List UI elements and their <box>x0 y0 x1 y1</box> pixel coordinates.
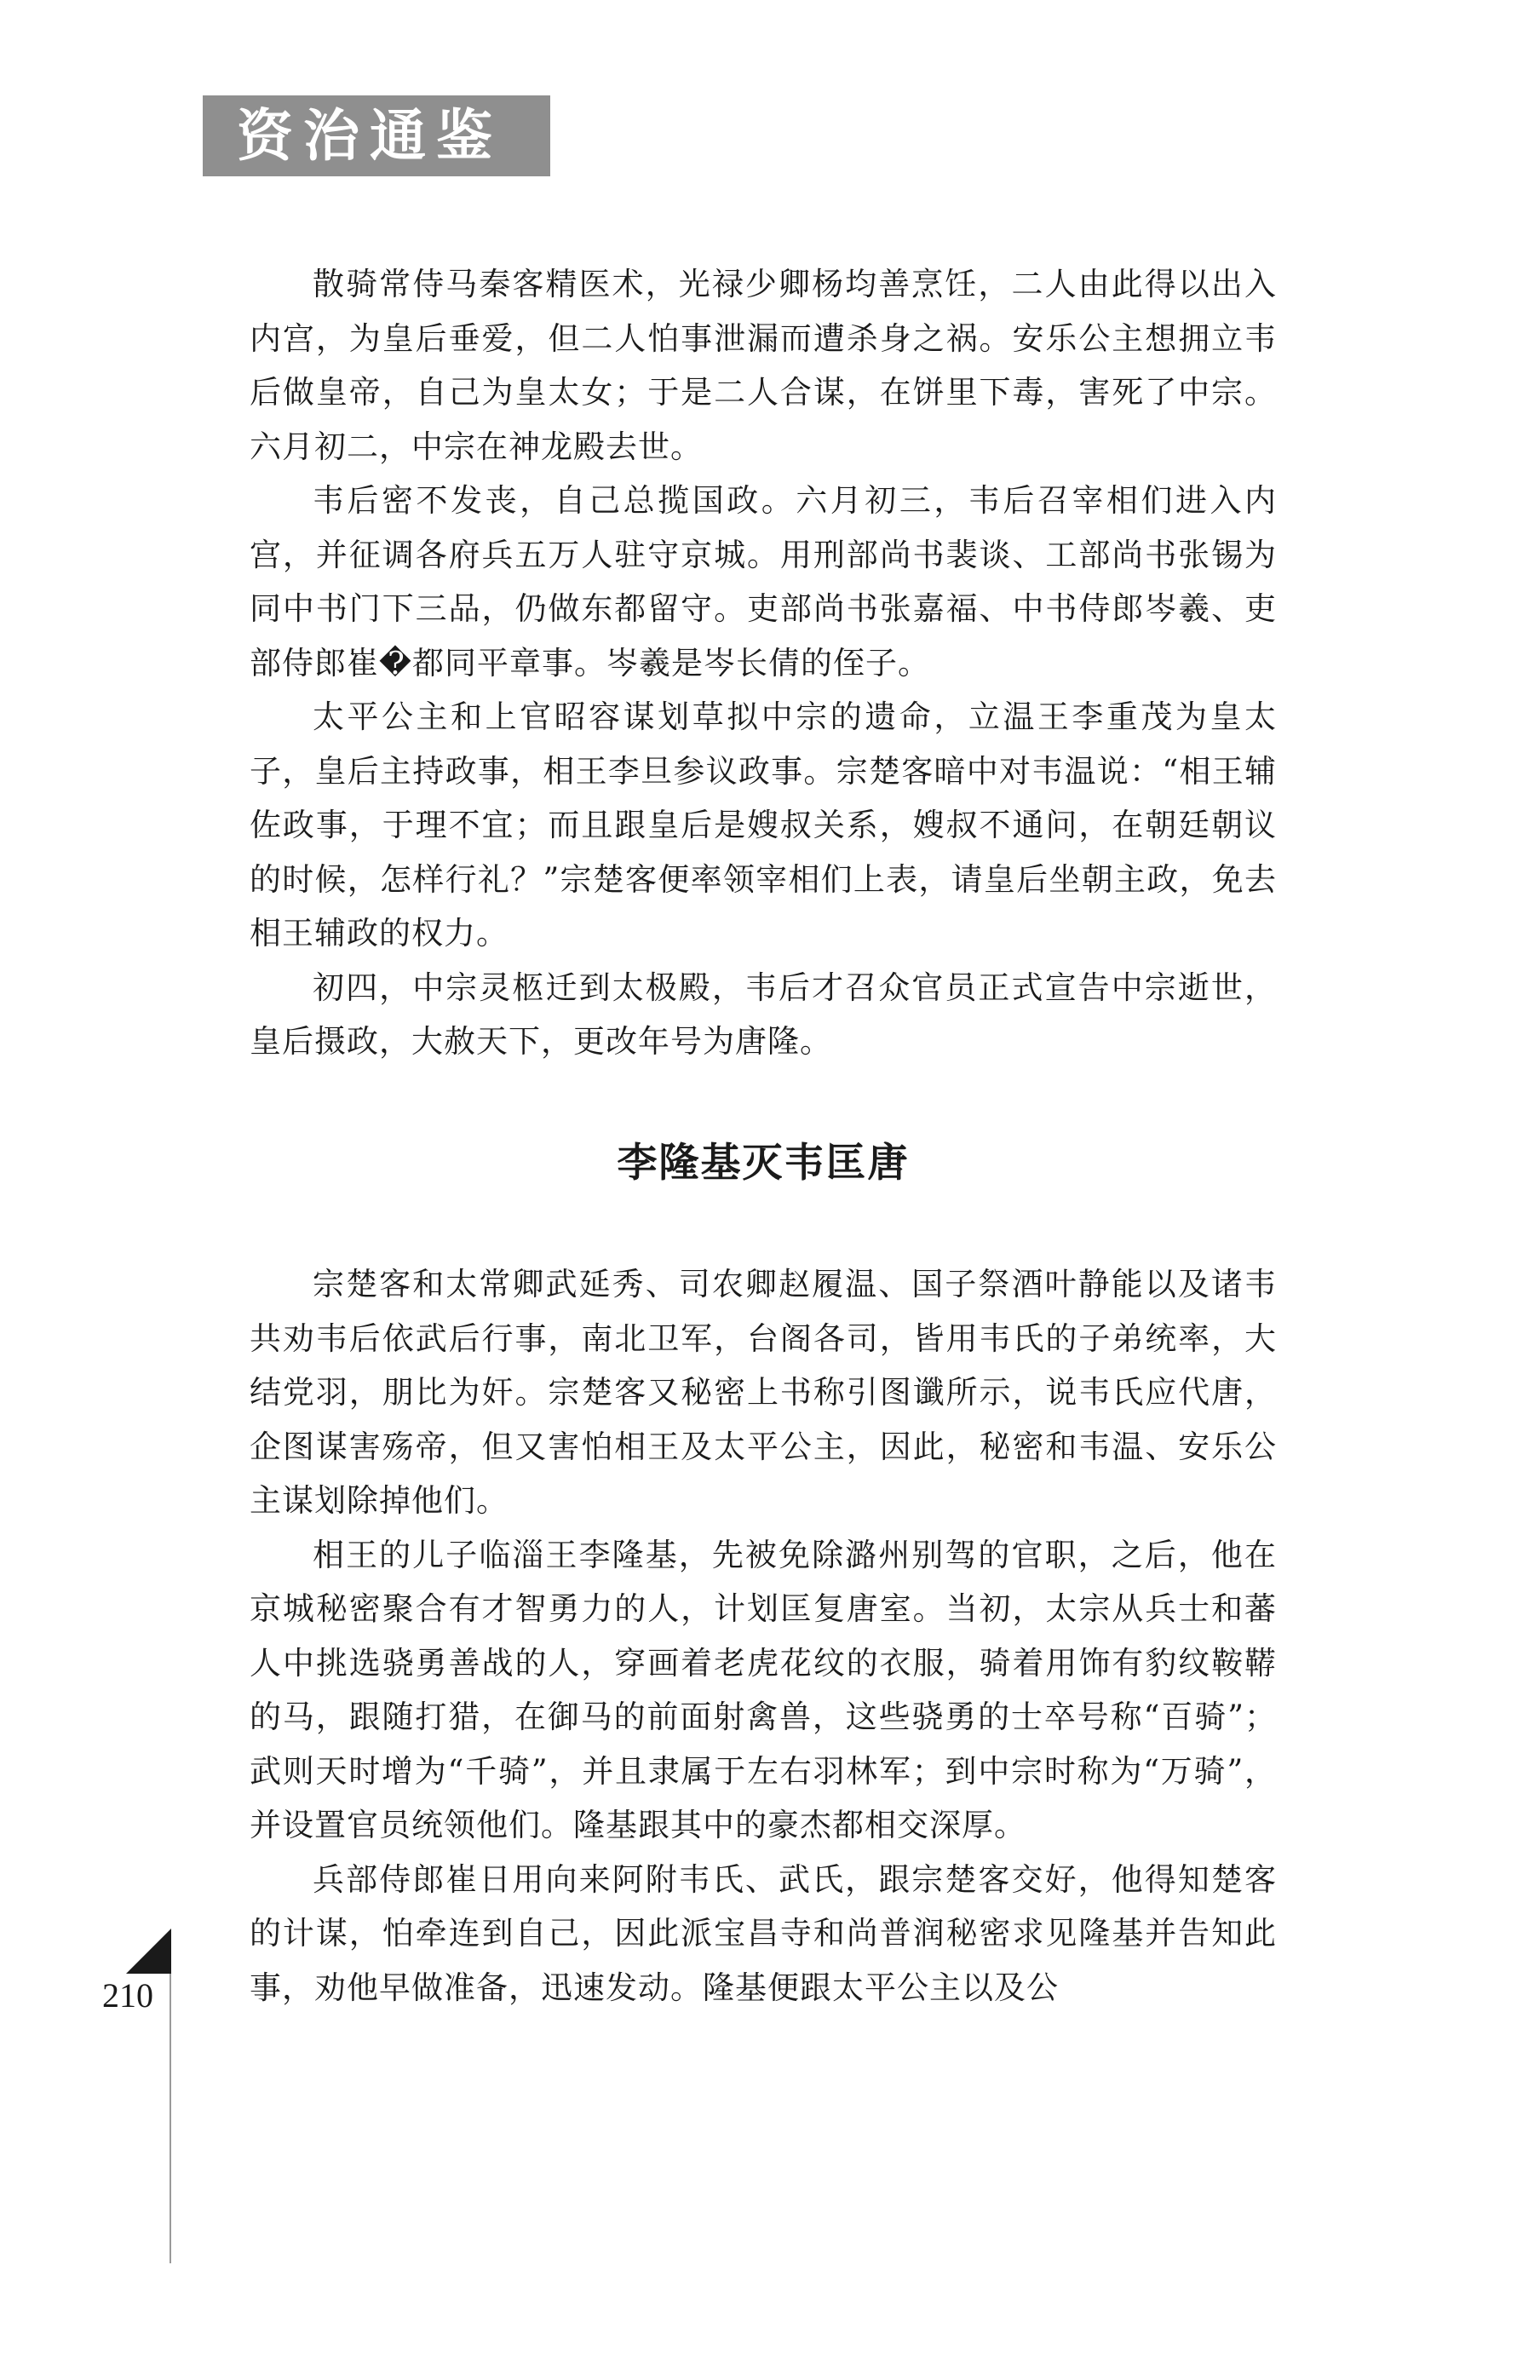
section-heading: 李隆基灭韦匡唐 <box>617 1139 910 1187</box>
book-title-banner <box>203 95 550 176</box>
page-body <box>250 257 1277 2015</box>
paragraph: 宗楚客和太常卿武延秀、司农卿赵履温、国子祭酒叶静能以及诸韦共劝韦后依武后行事，南北卫军，台阁各司，皆用韦氏的子弟统率，大结党羽，朋比为奸。宗楚客又秘密上书称引图谶所示，说韦氏应代唐，企图谋害殇帝，但又害怕相王及太平公主，因此，秘密和韦温、安乐公主谋划除掉他们。 <box>250 1266 1277 1519</box>
book-title: 资治通鉴 <box>237 102 503 169</box>
margin-rule <box>170 1974 171 2263</box>
page-number: 210 <box>102 1976 153 2015</box>
paragraph: 散骑常侍马秦客精医术，光禄少卿杨均善烹饪，二人由此得以出入内宫，为皇后垂爱，但二人怕事泄漏而遭杀身之祸。安乐公主想拥立韦后做皇帝，自己为皇太女；于是二人合谋，在饼里下毒，害死了中宗。六月初二，中宗在神龙殿去世。 <box>250 266 1277 465</box>
paragraph: 初四，中宗灵柩迁到太极殿，韦后才召众官员正式宣告中宗逝世，皇后摄政，大赦天下，更改年号为唐隆。 <box>250 969 1277 1060</box>
paragraph: 太平公主和上官昭容谋划草拟中宗的遗命，立温王李重茂为皇太子，皇后主持政事，相王李旦参议政事。宗楚客暗中对韦温说：“相王辅佐政事，于理不宜；而且跟皇后是嫂叔关系，嫂叔不通问，在朝廷朝议的时候，怎样行礼？”宗楚客便率领宰相们上表，请皇后坐朝主政，免去相王辅政的权力。 <box>250 698 1277 951</box>
paragraph: 相王的儿子临淄王李隆基，先被免除潞州别驾的官职，之后，他在京城秘密聚合有才智勇力的人，计划匡复唐室。当初，太宗从兵士和蕃人中挑选骁勇善战的人，穿画着老虎花纹的衣服，骑着用饰有豹纹鞍鞯的马，跟随打猎，在御马的前面射禽兽，这些骁勇的士卒号称“百骑”；武则天时增为“千骑”，并且隶属于左右羽林军；到中宗时称为“万骑”，并设置官员统领他们。隆基跟其中的豪杰都相交深厚。 <box>250 1536 1277 1843</box>
paragraph: 兵部侍郎崔日用向来阿附韦氏、武氏，跟宗楚客交好，他得知楚客的计谋，怕牵连到自己，因此派宝昌寺和尚普润秘密求见隆基并告知此事，劝他早做准备，迅速发动。隆基便跟太平公主以及公 <box>250 1860 1277 2006</box>
page-corner-triangle <box>126 1929 171 1974</box>
paragraph: 韦后密不发丧，自己总揽国政。六月初三，韦后召宰相们进入内宫，并征调各府兵五万人驻守京城。用刑部尚书裴谈、工部尚书张锡为同中书门下三品，仍做东都留守。吏部尚书张嘉福、中书侍郎岑羲、吏部侍郎崔�都同平章事。岑羲是岑长倩的侄子。 <box>250 482 1277 681</box>
